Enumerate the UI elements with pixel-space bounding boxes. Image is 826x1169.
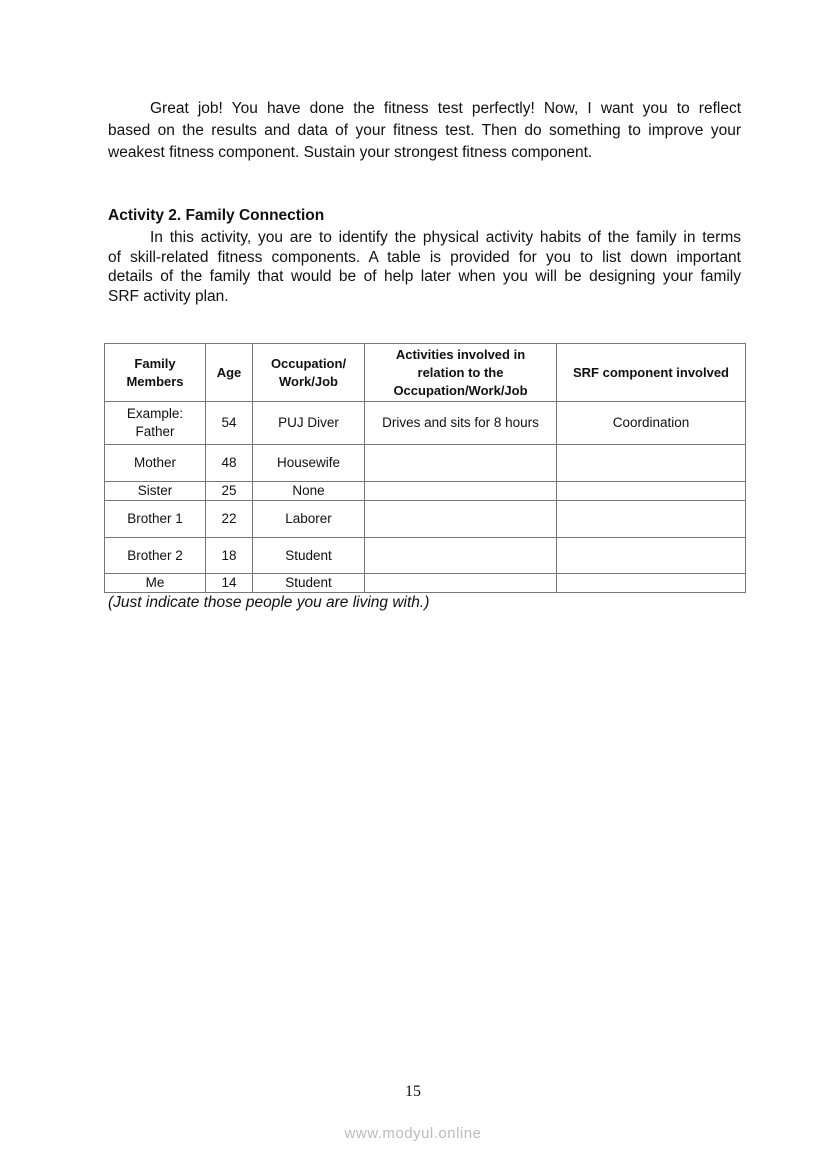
cell-age: 14 [206,574,253,593]
header-age: Age [206,344,253,402]
header-activities: Activities involved in relation to the Occupation/Work/Job [365,344,557,402]
cell-occupation: PUJ Diver [253,402,365,445]
cell-occupation: Housewife [253,445,365,482]
header-occupation: Occupation/ Work/Job [253,344,365,402]
table-row [105,538,746,574]
activity-heading: Activity 2. Family Connection [108,207,325,224]
table-header-row [105,344,746,402]
table-row [105,402,746,445]
table-row [105,445,746,482]
family-table [104,343,746,593]
page-number: 15 [405,1083,421,1100]
cell-age: 25 [206,482,253,501]
watermark: www.modyul.online [344,1125,482,1142]
table-row [105,501,746,538]
cell-member: Brother 1 [105,501,206,538]
text-line: details of the family that would be of help later when you will be designing your family [108,268,741,286]
text-line: SRF activity plan. [108,288,229,306]
table-note: (Just indicate those people you are living with.) [108,594,430,611]
cell-occupation: None [253,482,365,501]
text-line: of skill-related fitness components. A table is provided for you to list down important [108,248,741,266]
cell-activities[interactable] [365,538,557,574]
cell-occupation: Student [253,538,365,574]
cell-member: Me [105,574,206,593]
cell-age: 18 [206,538,253,574]
activity-paragraph [108,228,741,307]
cell-activities[interactable] [365,482,557,501]
cell-activities[interactable] [365,501,557,538]
cell-member: Example: Father [105,402,206,445]
table-row [105,482,746,501]
intro-paragraph [108,98,741,164]
cell-srf[interactable] [557,501,746,538]
cell-srf[interactable] [557,574,746,593]
cell-srf[interactable] [557,445,746,482]
cell-member: Sister [105,482,206,501]
cell-occupation: Student [253,574,365,593]
cell-activities: Drives and sits for 8 hours [365,402,557,445]
table-row [105,574,746,593]
text-line: In this activity, you are to identify the physical activity habits of the family in terms [150,229,741,246]
header-srf-component: SRF component involved [557,344,746,402]
text-line: weakest fitness component. Sustain your strongest fitness component. [108,144,593,161]
cell-activities[interactable] [365,574,557,593]
cell-age: 54 [206,402,253,445]
text-line: based on the results and data of your fitness test. Then do something to improve your [108,122,741,139]
text-line: Great job! You have done the fitness test perfectly! Now, I want you to reflect [150,100,741,117]
cell-age: 48 [206,445,253,482]
cell-activities[interactable] [365,445,557,482]
cell-srf: Coordination [557,402,746,445]
cell-srf[interactable] [557,538,746,574]
cell-occupation: Laborer [253,501,365,538]
cell-srf[interactable] [557,482,746,501]
cell-member: Brother 2 [105,538,206,574]
cell-member: Mother [105,445,206,482]
header-family-members: Family Members [105,344,206,402]
cell-age: 22 [206,501,253,538]
